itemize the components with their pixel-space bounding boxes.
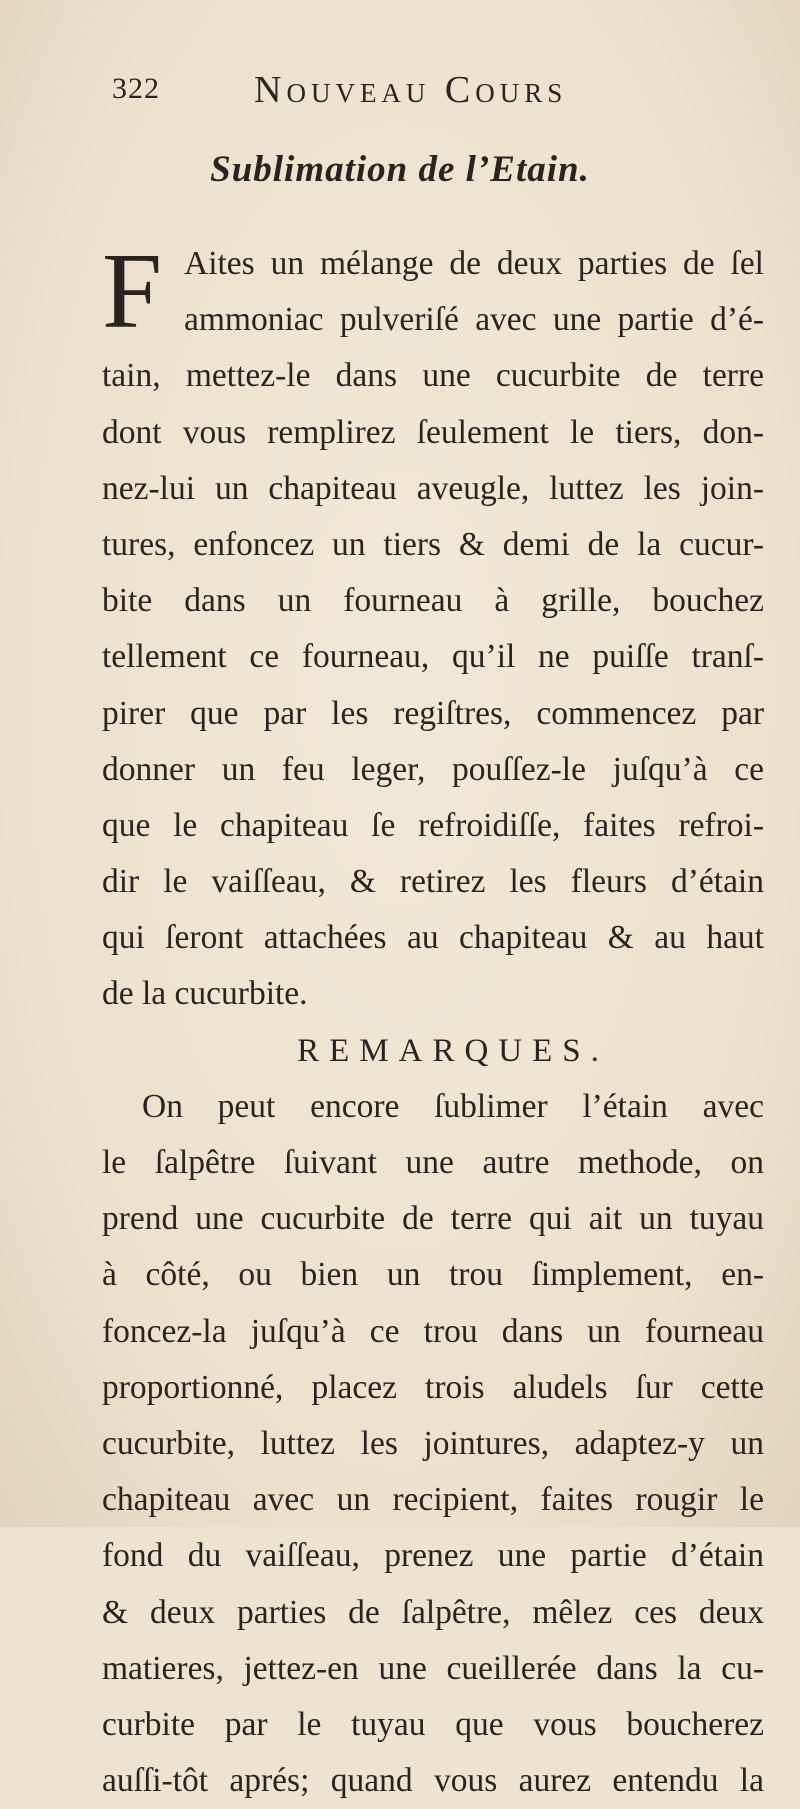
text-line: le ſalpêtre ſuivant une autre methode, on — [102, 1144, 764, 1181]
section-title: Sublimation de l’Etain. — [210, 149, 590, 190]
text-line: tain, mettez-le dans une cucurbite de terre — [102, 357, 764, 395]
text-line: & deux parties de ſalpêtre, mêlez ces deux — [102, 1593, 764, 1631]
text-line: de la cucurbite. — [102, 975, 308, 1013]
page-header — [112, 68, 622, 118]
text-line: que le chapiteau ſe refroidiſſe, faites refroi- — [102, 806, 764, 844]
page-number: 322 — [112, 72, 160, 105]
text-line: donner un feu leger, pouſſez-le juſqu’à ce — [102, 750, 764, 788]
text-line: ammoniac pulveriſé avec une partie d’é- — [184, 301, 764, 339]
text-line: à côté, ou bien un trou ſimplement, en- — [102, 1256, 764, 1294]
running-head: Nouveau Cours — [254, 69, 568, 111]
text-line: qui ſeront attachées au chapiteau & au haut — [102, 919, 764, 957]
paragraph-2 — [102, 1079, 764, 1809]
text-line: bite dans un fourneau à grille, bouchez — [102, 582, 764, 620]
text-line: proportionné, placez trois aludels ſur cette — [102, 1368, 764, 1406]
text-line: chapiteau avec un recipient, faites rougir le — [102, 1481, 764, 1519]
text-line: cucurbite, luttez les jointures, adaptez-y un — [102, 1424, 764, 1462]
body-text — [102, 232, 764, 1809]
paragraph-1 — [102, 232, 764, 1023]
text-line: tellement ce fourneau, qu’il ne puiſſe tranſ- — [102, 638, 764, 676]
text-line: fond du vaiſſeau, prenez une partie d’étain — [102, 1537, 764, 1575]
text-line: nez-lui un chapiteau aveugle, luttez les join- — [102, 469, 764, 507]
text-line: dont vous remplirez ſeulement le tiers, don- — [102, 413, 764, 451]
text-line: auſſi-tôt aprés; quand vous aurez entendu la — [102, 1762, 764, 1800]
text-line: dir le vaiſſeau, & retirez les fleurs d’étain — [102, 863, 764, 901]
text-line: prend une cucurbite de terre qui ait un tuyau — [102, 1200, 764, 1238]
text-line: foncez-la juſqu’à ce trou dans un fourneau — [102, 1312, 764, 1350]
text-line: matieres, jettez-en une cueillerée dans la cu- — [102, 1649, 764, 1687]
drop-cap: F — [102, 232, 163, 351]
text-line: pirer que par les regiſtres, commencez par — [102, 694, 764, 732]
text-line: curbite par le tuyau que vous boucherez — [102, 1705, 764, 1743]
text-line: Aites un mélange de deux parties de ſel — [184, 245, 764, 282]
remarks-heading: REMARQUES. — [297, 1032, 609, 1069]
text-line: On peut encore ſublimer l’étain avec — [142, 1087, 764, 1125]
text-line: tures, enfoncez un tiers & demi de la cucur- — [102, 525, 764, 563]
